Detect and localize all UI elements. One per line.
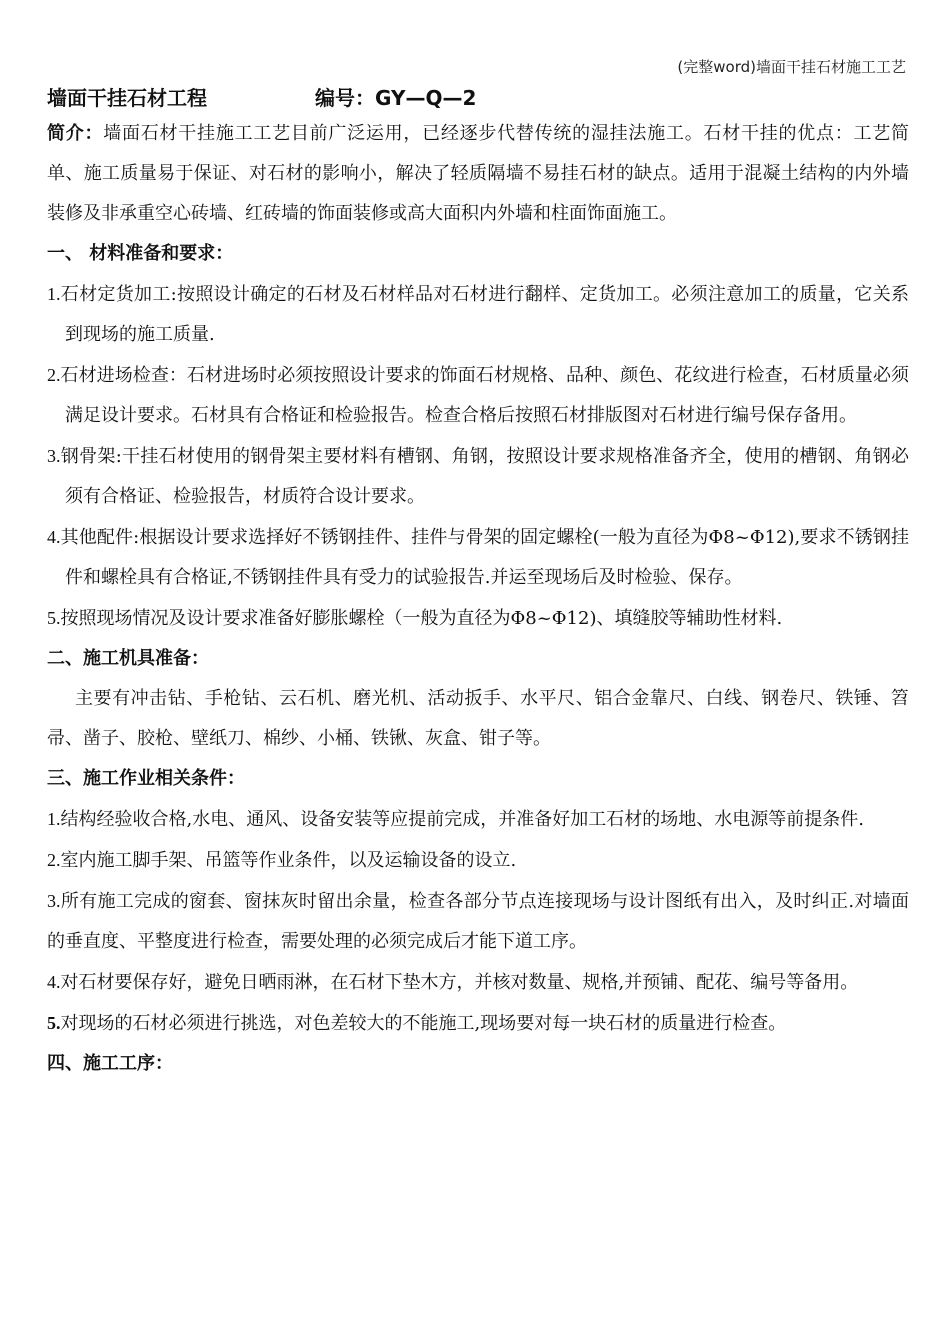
list-item: 4.其他配件:根据设计要求选择好不锈钢挂件、挂件与骨架的固定螺栓(一般为直径为Φ8~Φ12),要求不锈钢挂件和螺栓具有合格证,不锈钢挂件具有受力的试验报告.并运至现场后及时检验、保存。 <box>47 527 909 588</box>
list-item: 3.所有施工完成的窗套、窗抹灰时留出余量，检查各部分节点连接现场与设计图纸有出入，及时纠正.对墙面的垂直度、平整度进行检查，需要处理的必须完成后才能下道工序。 <box>47 891 909 952</box>
document-title-row <box>47 82 909 114</box>
tools-paragraph: 主要有冲击钻、手枪钻、云石机、磨光机、活动扳手、水平尺、铝合金靠尺、白线、钢卷尺、铁锤、笤帚、凿子、胶枪、壁纸刀、棉纱、小桶、铁锹、灰盒、钳子等。 <box>47 688 909 749</box>
list-item: 1.石材定货加工:按照设计确定的石材及石材样品对石材进行翻样、定货加工。必须注意加工的质量，它关系到现场的施工质量. <box>47 284 909 345</box>
section-heading-procedure: 四、施工工序： <box>47 1053 173 1074</box>
list-item: 4.对石材要保存好，避免日晒雨淋，在石材下垫木方，并核对数量、规格,并预铺、配花、编号等备用。 <box>47 972 859 993</box>
list-item: 5.对现场的石材必须进行挑选，对色差较大的不能施工,现场要对每一块石材的质量进行检查。 <box>47 1013 787 1034</box>
page-header-note: (完整word)墙面干挂石材施工工艺 <box>677 58 906 76</box>
section-heading-conditions: 三、施工作业相关条件： <box>47 768 245 789</box>
list-item: 1.结构经验收合格,水电、通风、设备安装等应提前完成，并准备好加工石材的场地、水电源等前提条件. <box>47 809 864 830</box>
intro-text: 墙面石材干挂施工工艺目前广泛运用，已经逐步代替传统的湿挂法施工。石材干挂的优点：工艺简单、施工质量易于保证、对石材的影响小，解决了轻质隔墙不易挂石材的缺点。适用于混凝土结构的内外墙装修及非承重空心砖墙、红砖墙的饰面装修或高大面积内外墙和柱面饰面施工。 <box>47 123 910 224</box>
section-heading-tools: 二、施工机具准备： <box>47 648 209 669</box>
document-title: 墙面干挂石材工程 <box>47 86 207 110</box>
list-item: 5.按照现场情况及设计要求准备好膨胀螺栓（一般为直径为Φ8~Φ12)、填缝胶等辅助性材料. <box>47 608 783 629</box>
list-item: 3.钢骨架:干挂石材使用的钢骨架主要材料有槽钢、角钢，按照设计要求规格准备齐全，使用的槽钢、角钢必须有合格证、检验报告，材质符合设计要求。 <box>47 446 909 507</box>
list-item: 2.室内施工脚手架、吊篮等作业条件，以及运输设备的设立. <box>47 850 517 871</box>
list-item: 2.石材进场检查：石材进场时必须按照设计要求的饰面石材规格、品种、颜色、花纹进行检查，石材质量必须满足设计要求。石材具有合格证和检验报告。检查合格后按照石材排版图对石材进行编号保存备用。 <box>47 365 909 426</box>
intro-paragraph <box>47 114 909 234</box>
document-body <box>47 82 909 1084</box>
document-code: 编号：GY—Q—2 <box>315 86 477 110</box>
intro-label: 简介： <box>47 123 104 144</box>
section-heading-materials: 一、 材料准备和要求： <box>47 243 234 264</box>
